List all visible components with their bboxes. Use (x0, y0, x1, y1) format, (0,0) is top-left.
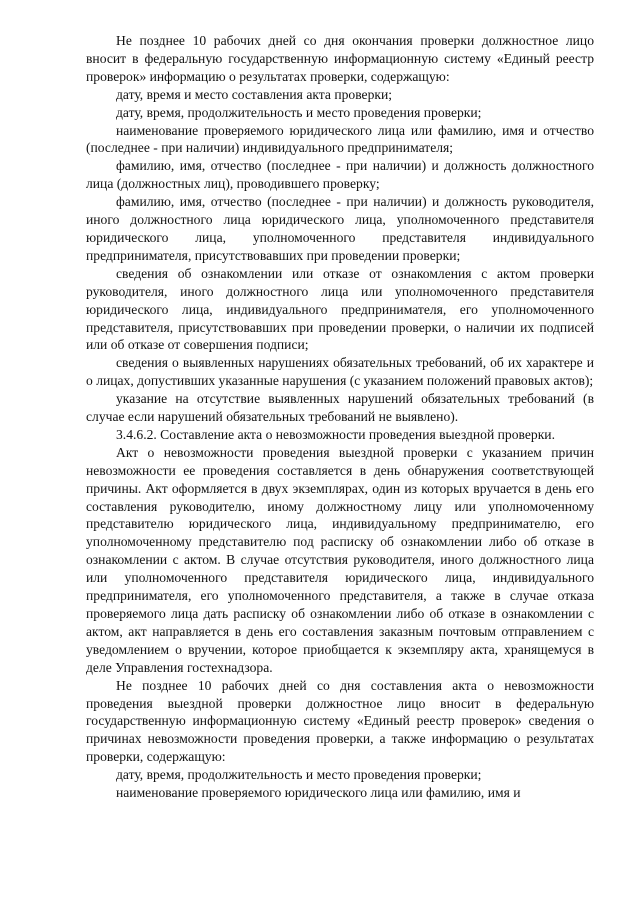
paragraph-impossibility-act: Акт о невозможности проведения выездной проверки с указанием причин невозможности ее проведения составляется в день обнаружения соответствующей причины. Акт оформляется в двух экземплярах, один из которых вручается в день его составления руководителю, иному должностному лицу или уполномоченному представителю юридического лица, индивидуальному предпринимателю, его уполномоченному представителю под расписку об ознакомлении либо об отказе в ознакомлении с актом. В случае отсутствия руководителя, иного должностного лица или уполномоченного представителя юридического лица, индивидуального предпринимателя, его уполномоченного представителя, а также в случае отказа проверяемого лица дать расписку об ознакомлении либо об отказе в ознакомлении с актом, акт направляется в день его составления заказным почтовым отправлением с уведомлением о вручении, которое приобщается к экземпляру акта, хранящемуся в деле Управления гостехнадзора. (86, 444, 594, 675)
section-heading-3-4-6-2: 3.4.6.2. Составление акта о невозможности проведения выездной проверки. (116, 426, 555, 442)
paragraph-registry-deadline: Не позднее 10 рабочих дней со дня составления акта о невозможности проведения выездной проверки должностное лицо вносит в федеральную государственную информационную систему «Единый реестр проверок» сведения о причинах невозможности проведения проверки, а также информацию о результатах проверки, содержащую: (86, 677, 594, 765)
paragraph-results-intro: Не позднее 10 рабочих дней со дня окончания проверки должностное лицо вносит в федеральную государственную информационную систему «Единый реестр проверок» информацию о результатах проверки, содержащую: (86, 33, 594, 84)
paragraph-violations-info: сведения о выявленных нарушениях обязательных требований, об их характере и о лицах, допустивших указанные нарушения (с указанием положений правовых актов); (86, 355, 594, 389)
paragraph-representative-name: фамилию, имя, отчество (последнее - при наличии) и должность руководителя, иного должностного лица юридического лица, уполномоченного представителя юридического лица, уполномоченного представителя индивидуального предпринимателя, присутствовавших при проведении проверки; (86, 194, 594, 263)
paragraph-no-violations: указание на отсутствие выявленных нарушений обязательных требований (в случае если нарушений обязательных требований не выявлено). (86, 391, 594, 425)
paragraph-inspection-date-duration: дату, время, продолжительность и место проведения проверки; (116, 104, 482, 120)
paragraph-acquaintance-info: сведения об ознакомлении или отказе от ознакомления с актом проверки руководителя, иного должностного лица или уполномоченного представителя юридического лица, индивидуального предпринимателя, его уполномоченного представителя, присутствовавших при проведении проверки, о наличии их подписей или об отказе от совершения подписи; (86, 265, 594, 353)
paragraph-inspector-name: фамилию, имя, отчество (последнее - при наличии) и должность должностного лица (должностных лиц), проводившего проверку; (86, 158, 594, 192)
paragraph-entity-name: наименование проверяемого юридического лица или фамилию, имя и отчество (последнее - при наличии) индивидуального предпринимателя; (86, 122, 594, 156)
paragraph-inspection-date-duration-2: дату, время, продолжительность и место проведения проверки; (116, 767, 482, 783)
paragraph-entity-name-2: наименование проверяемого юридического лица или фамилию, имя и (116, 785, 521, 801)
paragraph-act-date-place: дату, время и место составления акта проверки; (116, 86, 393, 102)
